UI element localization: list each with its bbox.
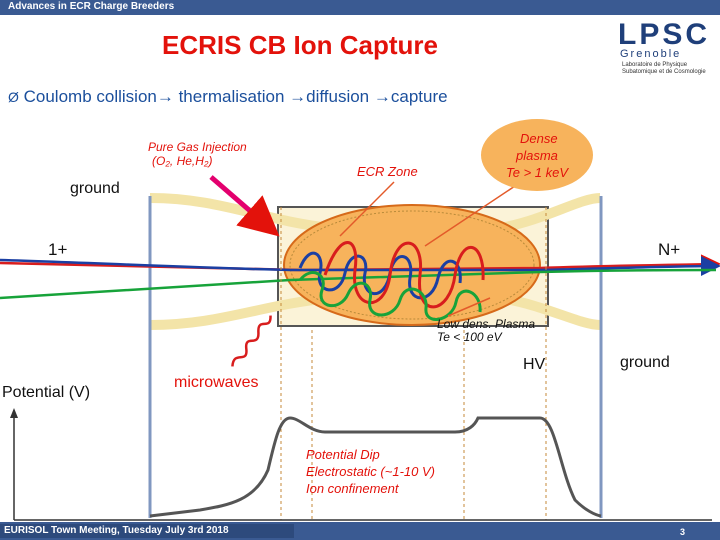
n-plus-label: N+ bbox=[658, 240, 681, 259]
bullet-marker: Ø bbox=[8, 89, 19, 105]
low-dens-label-2: Te < 100 eV bbox=[437, 330, 502, 344]
low-dens-label-1: Low dens. Plasma bbox=[437, 317, 536, 331]
logo-caption-line1: Laboratoire de Physique bbox=[622, 62, 688, 68]
pure-gas-label-2: (O₂, He,H₂) bbox=[152, 154, 213, 168]
potential-dip-label-3: Ion confinement bbox=[306, 481, 399, 496]
dense-plasma-label-3: Te > 1 keV bbox=[506, 165, 569, 180]
hv-label: HV bbox=[523, 356, 546, 373]
microwaves-label: microwaves bbox=[174, 374, 259, 391]
potential-dip-label-2: Electrostatic (~1-10 V) bbox=[306, 464, 435, 479]
bullet-text: Coulomb collision→ thermalisation →diffusion →capture bbox=[23, 87, 448, 106]
ground-left-label: ground bbox=[70, 180, 120, 197]
microwaves-wave bbox=[220, 316, 283, 367]
footer-text: EURISOL Town Meeting, Tuesday July 3rd 2018 bbox=[0, 524, 294, 538]
ground-right-label: ground bbox=[620, 354, 670, 371]
slide-title: ECRIS CB Ion Capture bbox=[162, 30, 438, 60]
page-number: 3 bbox=[680, 527, 686, 537]
pure-gas-label-1: Pure Gas Injection bbox=[148, 140, 247, 154]
dense-plasma-label-2: plasma bbox=[516, 148, 558, 163]
potential-axis-label: Potential (V) bbox=[2, 384, 91, 401]
potential-y-arrow bbox=[10, 408, 18, 418]
one-plus-label: 1+ bbox=[48, 240, 68, 259]
logo-big-text: LPSC bbox=[618, 18, 711, 51]
ecr-zone-label: ECR Zone bbox=[357, 164, 418, 179]
logo-caption-line2: Subatomique et de Cosmologie bbox=[622, 69, 706, 75]
logo-sub-text: Grenoble bbox=[620, 48, 682, 60]
footer-bar bbox=[0, 522, 720, 540]
potential-dip-label-1: Potential Dip bbox=[306, 447, 380, 462]
dense-plasma-label-1: Dense bbox=[520, 131, 558, 146]
header-text: Advances in ECR Charge Breeders bbox=[8, 1, 175, 12]
